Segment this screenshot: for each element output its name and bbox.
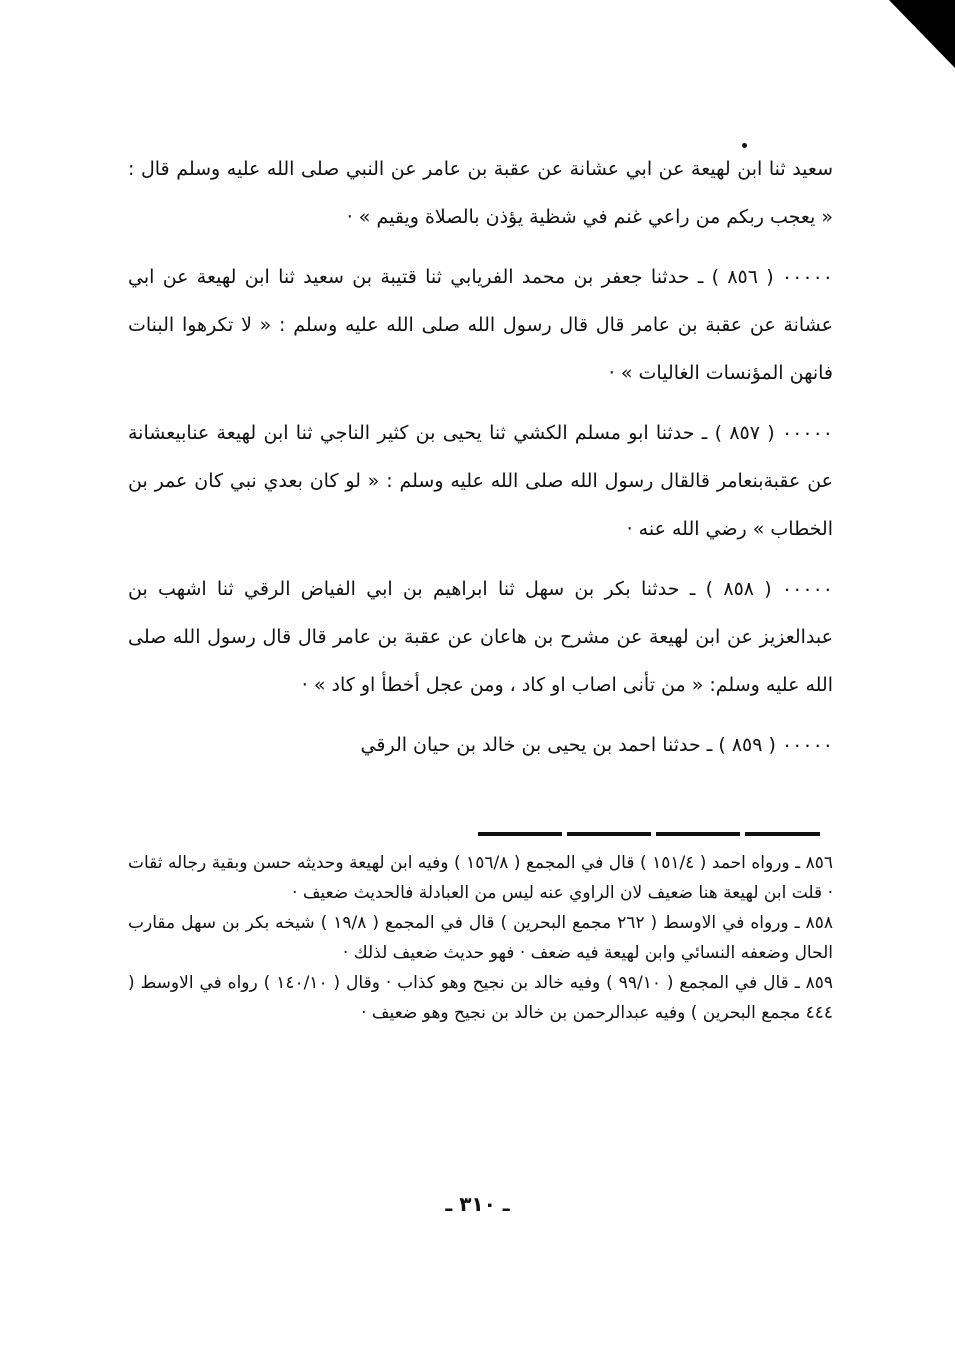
footnotes xyxy=(128,848,833,1028)
corner-triangle-mark xyxy=(889,0,955,68)
footnote: ٨٥٦ ـ ورواه احمد ( ١٥١/٤ ) قال في المجمع ( ١٥٦/٨ ) وفيه ابن لهيعة وحديثه حسن وبقية رجاله ثقات · قلت ابن لهيعة هنا ضعيف لان الراوي عنه ليس من العبادلة فالحديث ضعيف · xyxy=(128,853,833,903)
hadith-paragraph: ٠٠٠٠٠ ( ٨٥٦ ) ـ حدثنا جعفر بن محمد الفريابي ثنا قتيبة بن سعيد ثنا ابن لهيعة عن ابي عشانة عن عقبة بن عامر قال قال رسول الله صلى الله عليه وسلم : « لا تكرهوا البنات فانهن المؤنسات الغاليات » · xyxy=(128,266,833,384)
hadith-paragraph: ٠٠٠٠٠ ( ٨٥٧ ) ـ حدثنا ابو مسلم الكشي ثنا يحيى بن كثير الناجي ثنا ابن لهيعة عنابيعشانة عن عقبةبنعامر قالقال رسول الله صلى الله عليه وسلم : « لو كان بعدي نبي كان عمر بن الخطاب » رضي الله عنه · xyxy=(128,422,833,540)
footnote: ٨٥٨ ـ ورواه في الاوسط ( ٢٦٢ مجمع البحرين ) قال في المجمع ( ١٩/٨ ) شيخه بكر بن سهل مقارب الحال وضعفه النسائي وابن لهيعة فيه ضعف · فهو حديث ضعيف لذلك · xyxy=(128,913,834,963)
main-text xyxy=(128,145,833,781)
footnote: ٨٥٩ ـ قال في المجمع ( ٩٩/١٠ ) وفيه خالد بن نجيح وهو كذاب · وقال ( ١٤٠/١٠ ) رواه في الاوسط ( ٤٤٤ مجمع البحرين ) وفيه عبدالرحمن بن خالد بن نجيح وهو ضعيف · xyxy=(128,973,833,1023)
footnote-divider xyxy=(478,832,820,836)
hadith-paragraph: سعيد ثنا ابن لهيعة عن ابي عشانة عن عقبة بن عامر عن النبي صلى الله عليه وسلم قال : « يعجب ربكم من راعي غنم في شظية يؤذن بالصلاة ويقيم » · xyxy=(128,158,833,228)
hadith-paragraph: ٠٠٠٠٠ ( ٨٥٩ ) ـ حدثنا احمد بن يحيى بن خالد بن حيان الرقي xyxy=(360,734,833,756)
hadith-paragraph: ٠٠٠٠٠ ( ٨٥٨ ) ـ حدثنا بكر بن سهل ثنا ابراهيم بن ابي الفياض الرقي ثنا اشهب بن عبدالعزيز عن ابن لهيعة عن مشرح بن هاعان عن عقبة بن عامر قال قال رسول الله صلى الله عليه وسلم: « من تأنى اصاب او كاد ، ومن عجل أخطأ او كاد » · xyxy=(128,578,833,696)
page-number: ـ ٣١٠ ـ xyxy=(445,1192,510,1216)
